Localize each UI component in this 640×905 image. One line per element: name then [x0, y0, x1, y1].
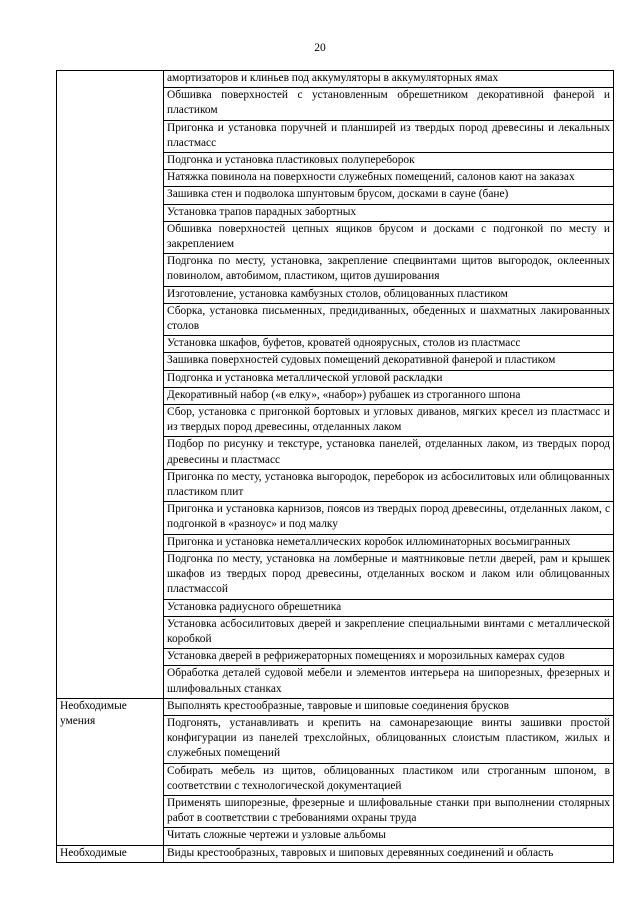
- item-description-cell: Обшивка поверхностей цепных ящиков брусом и досками с подгонкой по месту и закреплением: [164, 221, 614, 253]
- table-row: [57, 845, 614, 862]
- item-description-cell: Обработка деталей судовой мебели и элементов интерьера на шипорезных, фрезерных и шлифовальных станках: [164, 666, 614, 698]
- section-label-cell: Необходимые: [57, 845, 164, 862]
- item-description-cell: Сборка, установка письменных, предидиванных, обеденных и шахматных лакированных столов: [164, 303, 614, 335]
- item-description-cell: Подбор по рисунку и текстуре, установка панелей, отделанных лаком, из твердых пород древесины и пластмасс: [164, 437, 614, 469]
- item-description-cell: Зашивка стен и подволока шпунтовым брусом, досками в сауне (бане): [164, 187, 614, 204]
- item-description-cell: Пригонка по месту, установка выгородок, переборок из асбосилитовых или облицованных пластиком плит: [164, 469, 614, 501]
- item-description-cell: Установка трапов парадных забортных: [164, 204, 614, 221]
- item-description-cell: Сбор, установка с пригонкой бортовых и угловых диванов, мягких кресел из пластмасс и из твердых пород древесины, отделанных лаком: [164, 405, 614, 437]
- item-description-cell: Установка шкафов, буфетов, кроватей одноярусных, столов из пластмасс: [164, 336, 614, 353]
- item-description-cell: Подгонка по месту, установка, закрепление спецвинтами щитов выгородок, оклеенных повинолом, автобимом, пластиком, щитов душирования: [164, 254, 614, 286]
- item-description-cell: Установка радиусного обрешетника: [164, 599, 614, 616]
- section-label-cell: [57, 71, 164, 699]
- item-description-cell: Зашивка поверхностей судовых помещений декоративной фанерой и пластиком: [164, 353, 614, 370]
- requirements-table: [56, 70, 614, 863]
- item-description-cell: Пригонка и установка поручней и планширей из твердых пород древесины и лекальных пластмасс: [164, 120, 614, 152]
- item-description-cell: Натяжка повинола на поверхности служебных помещений, салонов кают на заказах: [164, 170, 614, 187]
- item-description-cell: Собирать мебель из щитов, облицованных пластиком или строганным шпоном, в соответствии с технологической документацией: [164, 763, 614, 795]
- item-description-cell: Читать сложные чертежи и узловые альбомы: [164, 828, 614, 845]
- item-description-cell: Виды крестообразных, тавровых и шиповых деревянных соединений и область: [164, 845, 614, 862]
- item-description-cell: Пригонка и установка карнизов, поясов из твердых пород древесины, отделанных лаком, с подгонкой в «разноус» и под малку: [164, 502, 614, 534]
- item-description-cell: Подгонка и установка пластиковых полупереборок: [164, 153, 614, 170]
- item-description-cell: Подгонка и установка металлической угловой раскладки: [164, 370, 614, 387]
- item-description-cell: Изготовление, установка камбузных столов, облицованных пластиком: [164, 286, 614, 303]
- page-number: 20: [314, 42, 326, 54]
- item-description-cell: Декоративный набор («в елку», «набор») рубашек из строганного шпона: [164, 387, 614, 404]
- item-description-cell: Выполнять крестообразные, тавровые и шиповые соединения брусков: [164, 698, 614, 715]
- item-description-cell: Подгонять, устанавливать и крепить на самонарезающие винты зашивки простой конфигурации из панелей трехслойных, облицованных слоистым пластиком, жилых и служебных помещений: [164, 715, 614, 763]
- item-description-cell: Установка дверей в рефрижераторных помещениях и морозильных камерах судов: [164, 649, 614, 666]
- item-description-cell: Пригонка и установка неметаллических коробок иллюминаторных восьмигранных: [164, 534, 614, 551]
- item-description-cell: амортизаторов и клиньев под аккумуляторы в аккумуляторных ямах: [164, 71, 614, 88]
- item-description-cell: Подгонка по месту, установка на ломберные и маятниковые петли дверей, рам и крышек шкафов из твердых пород древесины, отделанных воском и лаком или облицованных пластмассой: [164, 551, 614, 599]
- table-row: [57, 71, 614, 88]
- table-row: [57, 698, 614, 715]
- item-description-cell: Обшивка поверхностей с установленным обрешетником декоративной фанерой и пластиком: [164, 88, 614, 120]
- section-label-cell: Необходимые умения: [57, 698, 164, 845]
- item-description-cell: Применять шипорезные, фрезерные и шлифовальные станки при выполнении столярных работ в соответствии с требованиями охраны труда: [164, 795, 614, 827]
- requirements-table-body: [57, 71, 614, 863]
- item-description-cell: Установка асбосилитовых дверей и закрепление специальными винтами с металлической коробкой: [164, 616, 614, 648]
